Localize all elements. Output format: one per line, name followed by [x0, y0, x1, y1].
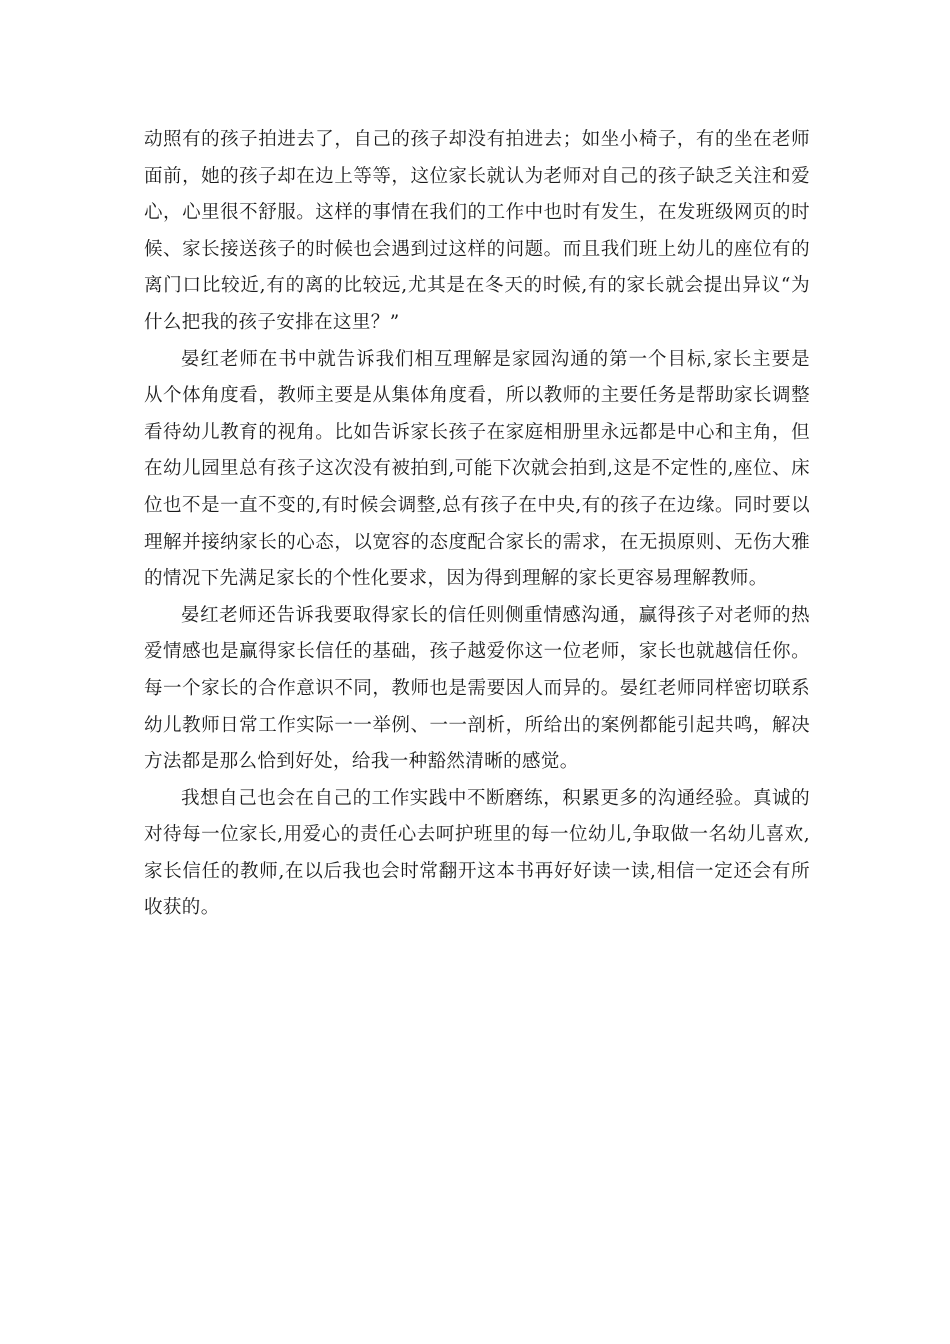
paragraph-trust: 晏红老师还告诉我要取得家长的信任则侧重情感沟通，赢得孩子对老师的热爱情感也是赢得家长信任的基础，孩子越爱你这一位老师，家长也就越信任你。每一个家长的合作意识不同，教师也是需要因人而异的。晏红老师同样密切联系幼儿教师日常工作实际一一举例、一一剖析，所给出的案例都能引起共鸣，解决方法都是那么恰到好处，给我一种豁然清晰的感觉。: [144, 604, 810, 773]
document-body: [144, 122, 810, 927]
paragraph-mutual-understanding: 晏红老师在书中就告诉我们相互理解是家园沟通的第一个目标,家长主要是从个体角度看，教师主要是从集体角度看，所以教师的主要任务是帮助家长调整看待幼儿教育的视角。比如告诉家长孩子在家庭相册里永远都是中心和主角，但在幼儿园里总有孩子这次没有被拍到,可能下次就会拍到,这是不定性的,座位、床位也不是一直不变的,有时候会调整,总有孩子在中央,有的孩子在边缘。同时要以理解并接纳家长的心态，以宽容的态度配合家长的需求，在无损原则、无伤大雅的情况下先满足家长的个性化要求，因为得到理解的家长更容易理解教师。: [144, 348, 810, 590]
paragraph-continued: 动照有的孩子拍进去了，自己的孩子却没有拍进去；如坐小椅子，有的坐在老师面前，她的孩子却在边上等等，这位家长就认为老师对自己的孩子缺乏关注和爱心，心里很不舒服。这样的事情在我们的工作中也时有发生，在发班级网页的时候、家长接送孩子的时候也会遇到过这样的问题。而且我们班上幼儿的座位有的离门口比较近,有的离的比较远,尤其是在冬天的时候,有的家长就会提出异议“为什么把我的孩子安排在这里？”: [144, 129, 810, 333]
paragraph-conclusion: 我想自己也会在自己的工作实践中不断磨练，积累更多的沟通经验。真诚的对待每一位家长,用爱心的责任心去呵护班里的每一位幼儿,争取做一名幼儿喜欢,家长信任的教师,在以后我也会时常翻开这本书再好好读一读,相信一定还会有所收获的。: [144, 787, 810, 919]
